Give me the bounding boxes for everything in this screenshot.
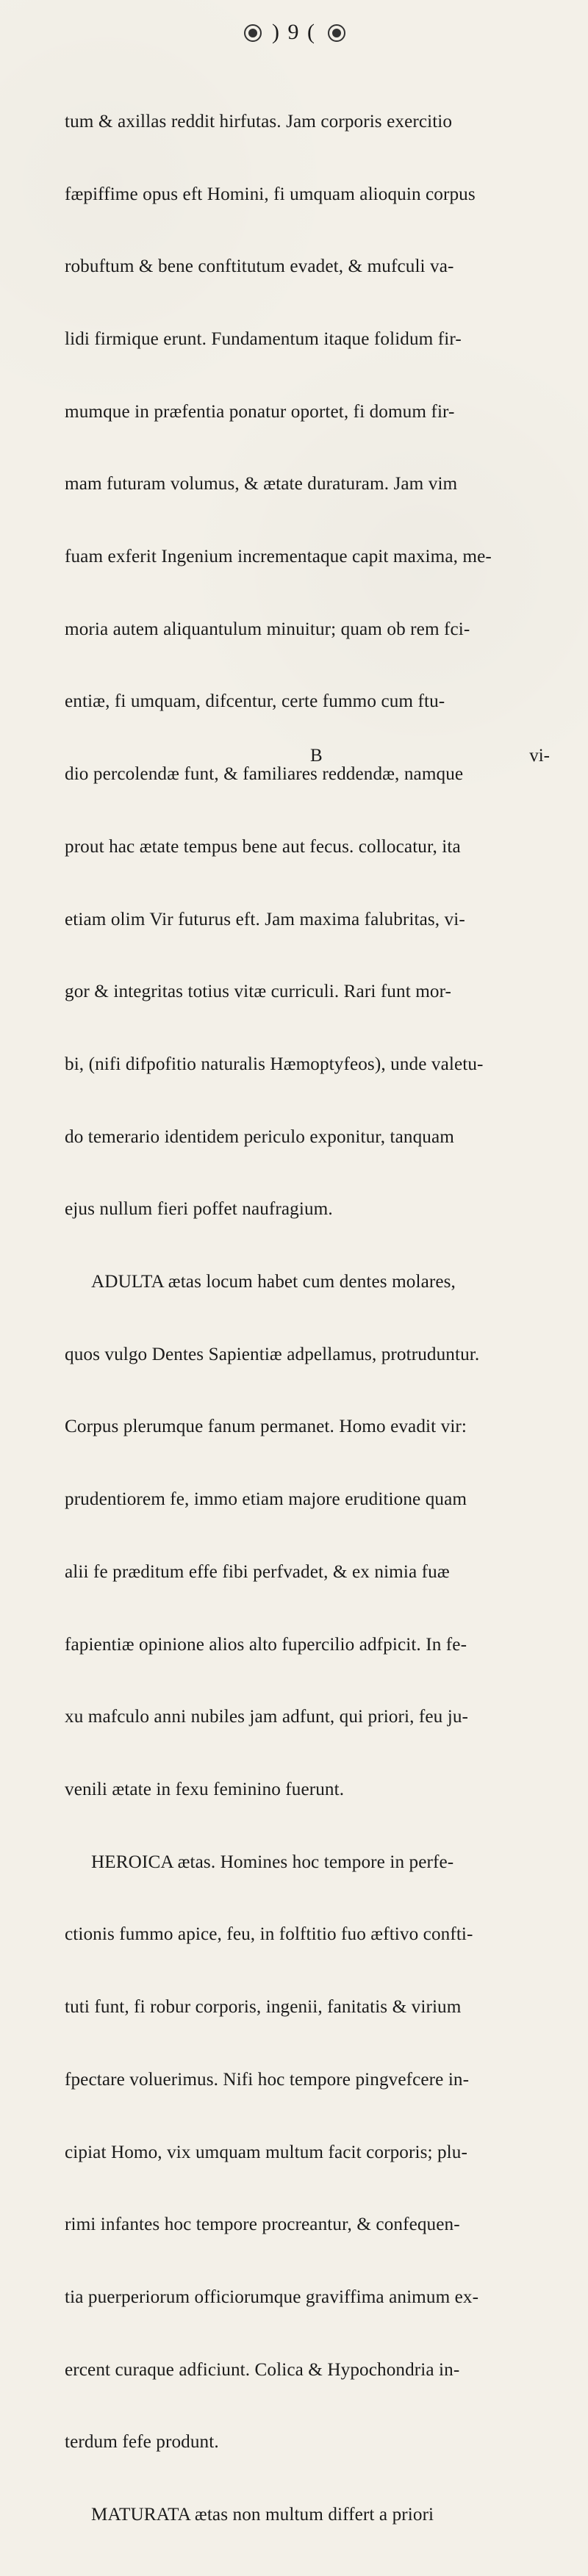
text-line: tuti funt, fi robur corporis, ingenii, fanitatis & virium bbox=[65, 1997, 462, 2018]
text-line: fapientiæ opinione alios alto fupercilio adfpicit. In fe- bbox=[65, 1634, 467, 1655]
text-line: ejus nullum fieri poffet naufragium. bbox=[65, 1199, 333, 1220]
page-number: ) 9 ( bbox=[272, 20, 316, 44]
text-line: entiæ, fi umquam, difcentur, certe fummo cum ftu- bbox=[65, 691, 445, 712]
text-line: prudentiorem fe, immo etiam majore eruditione quam bbox=[65, 1489, 467, 1510]
text-line: rimi infantes hoc tempore procreantur, & confequen- bbox=[65, 2215, 460, 2235]
section-heading-line: MATURATA ætas non multum differt a priori bbox=[91, 2505, 434, 2525]
text-line: robuftum & bene conftitutum evadet, & mufculi va- bbox=[65, 256, 454, 277]
text-line: tia puerperiorum officiorumque graviffima animum ex- bbox=[65, 2287, 479, 2307]
text-line: venili ætate in fexu feminino fuerunt. bbox=[65, 1779, 345, 1799]
right-ornament-icon bbox=[325, 21, 347, 43]
text-line: mumque in præfentia ponatur oportet, fi domum fir- bbox=[65, 401, 455, 422]
signature-mark: B bbox=[310, 746, 323, 766]
section-heading-line: ADULTA ætas locum habet cum dentes molares, bbox=[91, 1272, 456, 1292]
text-line: bi, (nifi difpofitio naturalis Hæmoptyfeos), unde valetu- bbox=[65, 1054, 484, 1074]
text-line: etiam olim Vir futurus eft. Jam maxima falubritas, vi- bbox=[65, 909, 465, 929]
text-line: prout hac ætate tempus bene aut fecus. collocatur, ita bbox=[65, 836, 461, 857]
text-line: Corpus plerumque fanum permanet. Homo evadit vir: bbox=[65, 1417, 467, 1437]
text-line: mam futuram volumus, & ætate duraturam. Jam vim bbox=[65, 474, 458, 494]
text-line: terdum fefe produnt. bbox=[65, 2432, 219, 2453]
page-footer bbox=[65, 746, 564, 771]
section-heading-line: HEROICA ætas. Homines hoc tempore in perfe- bbox=[91, 1852, 454, 1872]
text-line: gor & integritas totius vitæ curriculi. Rari funt mor- bbox=[65, 982, 452, 1002]
text-line: quos vulgo Dentes Sapientiæ adpellamus, protruduntur. bbox=[65, 1344, 480, 1364]
left-ornament-icon bbox=[241, 21, 263, 43]
text-line: do temerario identidem periculo exponitur, tanquam bbox=[65, 1126, 454, 1147]
text-line: lidi firmique erunt. Fundamentum itaque folidum fir- bbox=[65, 328, 462, 349]
text-line: ctionis fummo apice, feu, in folftitio fuo æftivo confti- bbox=[65, 1924, 473, 1945]
text-line: alii fe præditum effe fibi perfvadet, & ex nimia fuæ bbox=[65, 1561, 450, 1582]
text-line: ercent curaque adficiunt. Colica & Hypochondria in- bbox=[65, 2359, 460, 2380]
text-line: moria autem aliquantulum minuitur; quam ob rem fci- bbox=[65, 619, 470, 639]
page-header bbox=[0, 13, 588, 51]
catchword: vi- bbox=[529, 746, 550, 766]
text-line: fuam exferit Ingenium incrementaque capit maxima, me- bbox=[65, 547, 492, 567]
text-line: cipiat Homo, vix umquam multum facit corporis; plu- bbox=[65, 2142, 467, 2162]
text-line: tum & axillas reddit hirfutas. Jam corporis exercitio bbox=[65, 111, 453, 132]
text-line: fpectare voluerimus. Nifi hoc tempore pingvefcere in- bbox=[65, 2069, 470, 2090]
body-text bbox=[65, 62, 564, 2576]
text-line: fæpiffime opus eft Homini, fi umquam alioquin corpus bbox=[65, 184, 476, 204]
text-line: xu mafculo anni nubiles jam adfunt, qui priori, feu ju- bbox=[65, 1707, 468, 1727]
text-line: dio percolendæ funt, & familiares reddendæ, namque bbox=[65, 764, 464, 785]
